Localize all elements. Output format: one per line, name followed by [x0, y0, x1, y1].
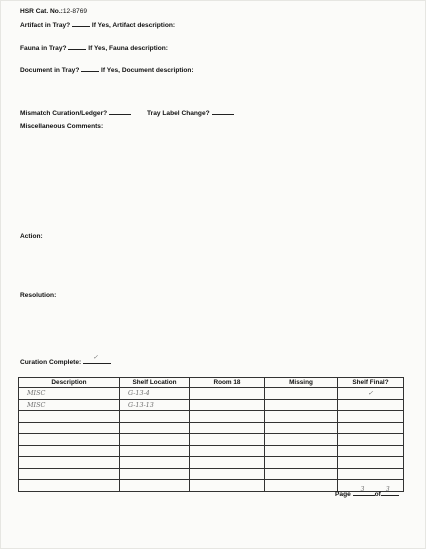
page-number-blank[interactable] — [353, 486, 375, 496]
table-row — [19, 399, 404, 411]
table-cell-shelf-final[interactable]: ✓ — [338, 388, 404, 400]
table-cell-shelf-final[interactable] — [338, 434, 404, 446]
table-cell-missing[interactable] — [265, 480, 338, 492]
catalog-number-label: HSR Cat. No.: — [20, 8, 63, 15]
table-cell-missing[interactable] — [265, 399, 338, 411]
table-cell-missing[interactable] — [265, 388, 338, 400]
table-cell-room-18[interactable] — [190, 468, 265, 480]
table-row — [19, 388, 404, 400]
table-row — [19, 411, 404, 423]
curation-complete-checkmark: ✓ — [93, 354, 99, 361]
inventory-header-row — [19, 378, 404, 388]
inventory-table — [18, 377, 404, 492]
table-cell-missing[interactable] — [265, 411, 338, 423]
table-cell-missing[interactable] — [265, 457, 338, 469]
table-cell-room-18[interactable] — [190, 422, 265, 434]
table-cell-description[interactable] — [19, 411, 120, 423]
curation-complete-label: Curation Complete: — [20, 359, 82, 366]
fauna-question-line — [20, 43, 168, 53]
table-cell-shelf-location[interactable] — [120, 411, 190, 423]
table-cell-room-18[interactable] — [190, 480, 265, 492]
table-cell-description[interactable]: MISC — [19, 388, 120, 400]
table-cell-description[interactable] — [19, 445, 120, 457]
mismatch-line — [20, 108, 131, 118]
page-total-value: 3 — [385, 486, 390, 493]
table-cell-shelf-location[interactable] — [120, 434, 190, 446]
mismatch-answer-blank[interactable] — [109, 108, 131, 115]
table-cell-shelf-location[interactable] — [120, 468, 190, 480]
table-cell-room-18[interactable] — [190, 411, 265, 423]
column-header-room-18: Room 18 — [190, 378, 265, 388]
table-cell-missing[interactable] — [265, 468, 338, 480]
table-cell-room-18[interactable] — [190, 434, 265, 446]
table-cell-shelf-location[interactable]: G-13-13 — [120, 399, 190, 411]
table-cell-shelf-final[interactable] — [338, 422, 404, 434]
document-question-line — [20, 65, 194, 75]
table-cell-room-18[interactable] — [190, 388, 265, 400]
table-cell-shelf-final[interactable] — [338, 411, 404, 423]
table-cell-shelf-location[interactable] — [120, 422, 190, 434]
page-label: Page — [335, 491, 351, 498]
table-cell-shelf-location[interactable] — [120, 480, 190, 492]
table-cell-shelf-location[interactable] — [120, 445, 190, 457]
catalog-number-line — [20, 8, 87, 16]
table-cell-shelf-location[interactable] — [120, 457, 190, 469]
action-label: Action: — [20, 233, 43, 240]
page-number-line — [335, 486, 399, 498]
page-number-value: 3 — [360, 486, 365, 493]
fauna-description-label: If Yes, Fauna description: — [88, 45, 168, 52]
table-row — [19, 422, 404, 434]
table-cell-missing[interactable] — [265, 434, 338, 446]
fauna-answer-blank[interactable] — [68, 43, 86, 50]
table-cell-shelf-final[interactable] — [338, 468, 404, 480]
misc-comments-label: Miscellaneous Comments: — [20, 123, 104, 130]
table-cell-shelf-final[interactable] — [338, 445, 404, 457]
mismatch-curation-ledger-label: Mismatch Curation/Ledger? — [20, 110, 108, 117]
table-row — [19, 457, 404, 469]
artifact-question-line — [20, 20, 175, 30]
table-cell-shelf-final[interactable] — [338, 399, 404, 411]
table-cell-room-18[interactable] — [190, 457, 265, 469]
artifact-description-label: If Yes, Artifact description: — [91, 22, 176, 29]
table-cell-description[interactable] — [19, 422, 120, 434]
table-cell-description[interactable] — [19, 434, 120, 446]
column-header-shelf-final: Shelf Final? — [338, 378, 404, 388]
artifact-question-label: Artifact in Tray? — [20, 22, 71, 29]
of-label: of — [374, 491, 381, 498]
table-row — [19, 445, 404, 457]
table-cell-description[interactable] — [19, 468, 120, 480]
table-cell-description[interactable]: MISC — [19, 399, 120, 411]
document-answer-blank[interactable] — [81, 65, 99, 72]
page-total-blank[interactable] — [381, 486, 399, 496]
table-cell-description[interactable] — [19, 480, 120, 492]
column-header-shelf-location: Shelf Location — [120, 378, 190, 388]
tray-label-change-label: Tray Label Change? — [147, 110, 210, 117]
table-cell-missing[interactable] — [265, 422, 338, 434]
catalog-number-value: 12-8769 — [62, 8, 88, 15]
table-cell-missing[interactable] — [265, 445, 338, 457]
column-header-missing: Missing — [265, 378, 338, 388]
resolution-label: Resolution: — [20, 292, 57, 299]
table-row — [19, 468, 404, 480]
table-cell-room-18[interactable] — [190, 399, 265, 411]
artifact-answer-blank[interactable] — [72, 20, 90, 27]
tray-label-change-line — [147, 108, 234, 118]
column-header-description: Description — [19, 378, 120, 388]
table-cell-room-18[interactable] — [190, 445, 265, 457]
tray-label-change-blank[interactable] — [212, 108, 234, 115]
table-cell-shelf-final[interactable] — [338, 457, 404, 469]
table-cell-shelf-location[interactable]: G-13-4 — [120, 388, 190, 400]
table-row — [19, 434, 404, 446]
fauna-question-label: Fauna in Tray? — [20, 45, 67, 52]
curation-complete-blank[interactable] — [83, 354, 111, 364]
curation-complete-line — [20, 354, 111, 367]
document-question-label: Document in Tray? — [20, 67, 80, 74]
document-description-label: If Yes, Document description: — [101, 67, 194, 74]
table-cell-description[interactable] — [19, 457, 120, 469]
